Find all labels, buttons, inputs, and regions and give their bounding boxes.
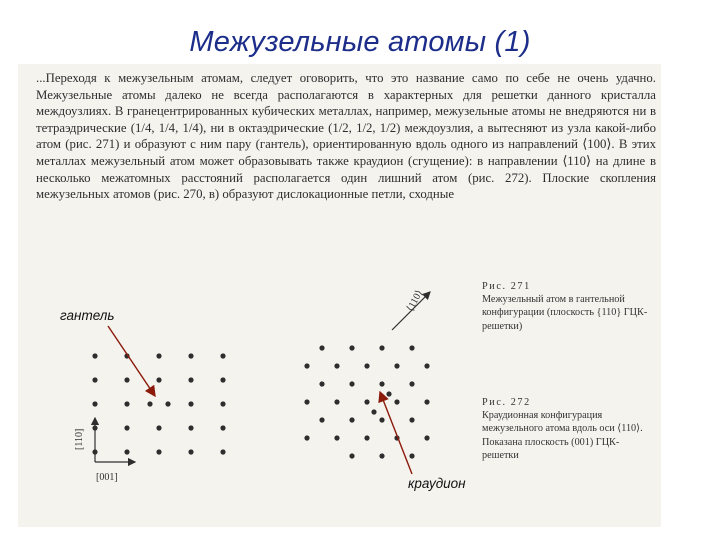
crowdion-lattice — [304, 288, 430, 458]
lattice-atom — [409, 345, 414, 350]
lattice-atom — [409, 453, 414, 458]
lattice-atom — [364, 435, 369, 440]
lattice-atom — [124, 377, 129, 382]
lattice-atom — [92, 401, 97, 406]
textbook-paragraph: ...Переходя к межузельным атомам, следует оговорить, что это название само по себе не очень удачно. Межузельные атомы далеко не всегда располагаются в характерных для решетки данного кристалла междоузлиях. В гранецентрированных кубических металлах, например, межузельные атомы не внедряются ни в тетраэдрические (1/4, 1/4, 1/4), ни в октаэдрические (1/2, 1/2, 1/2) междоузлия, а вытесняют из узла какой-либо атом (рис. 271) и образуют с ним пару (гантель), ориентированную вдоль одного из направлений ⟨100⟩. В этих металлах межузельный атом может образовывать также краудион (сгущение): в направлении ⟨110⟩ на длине в несколько межатомных расстояний располагается один лишний атом (рис. 272). Плоские скопления межузельных атомов (рис. 270, в) образуют дислокационные петли, сходные — [36, 71, 656, 202]
lattice-atom — [364, 399, 369, 404]
figure-271-caption — [482, 280, 654, 333]
lattice-atom — [304, 435, 309, 440]
lattice-atom — [319, 381, 324, 386]
lattice-atom — [220, 401, 225, 406]
figure-272-text: Краудионная конфигурация межузельного атома вдоль оси ⟨110⟩. Показана плоскость (001) ГЦК-решетки — [482, 410, 643, 461]
lattice-atom — [156, 449, 161, 454]
lattice-atom — [124, 449, 129, 454]
crowdion-atom — [386, 391, 391, 396]
lattice-atom — [349, 453, 354, 458]
lattice-atom — [409, 381, 414, 386]
figure-272-number: Рис. 272 — [482, 397, 531, 408]
lattice-atom — [334, 399, 339, 404]
lattice-atom — [334, 435, 339, 440]
lattice-atom — [304, 363, 309, 368]
lattice-atom — [349, 345, 354, 350]
dumbbell-atom — [147, 401, 152, 406]
figure-272-caption — [482, 396, 654, 462]
lattice-atom — [379, 417, 384, 422]
crowdion-label: краудион — [408, 476, 466, 491]
lattice-atom — [349, 417, 354, 422]
lattice-atom — [156, 353, 161, 358]
lattice-atom — [364, 363, 369, 368]
axis-label-110: [110] — [74, 428, 85, 450]
lattice-atom — [424, 363, 429, 368]
lattice-atom — [394, 399, 399, 404]
dumbbell-pointer-arrow — [108, 326, 155, 396]
lattice-atom — [424, 399, 429, 404]
lattice-atom — [124, 425, 129, 430]
figure-271-text: Межузельный атом в гантельной конфигурации (плоскость {110} ГЦК-решетки) — [482, 294, 648, 332]
lattice-atom — [188, 449, 193, 454]
lattice-atom — [188, 377, 193, 382]
dumbbell-atom — [165, 401, 170, 406]
axis-label-110-direction: ⟨110⟩ — [404, 288, 426, 314]
lattice-atom — [379, 381, 384, 386]
lattice-atom — [156, 425, 161, 430]
axis-label-001: [001] — [96, 472, 118, 483]
lattice-atom — [394, 363, 399, 368]
lattice-atom — [334, 363, 339, 368]
crowdion-atom — [371, 409, 376, 414]
lattice-atom — [220, 353, 225, 358]
lattice-atom — [124, 401, 129, 406]
figure-271-number: Рис. 271 — [482, 281, 531, 292]
lattice-atom — [92, 377, 97, 382]
lattice-atom — [424, 435, 429, 440]
lattice-atom — [220, 449, 225, 454]
lattice-atom — [220, 425, 225, 430]
dumbbell-label: гантель — [60, 308, 115, 323]
lattice-atom — [156, 377, 161, 382]
lattice-atom — [319, 345, 324, 350]
lattice-atom — [92, 353, 97, 358]
lattice-atom — [188, 353, 193, 358]
dumbbell-lattice — [74, 353, 226, 483]
lattice-atom — [188, 401, 193, 406]
lattice-atom — [349, 381, 354, 386]
slide-title: Межузельные атомы (1) — [189, 26, 531, 58]
lattice-atom — [409, 417, 414, 422]
lattice-atom — [188, 425, 193, 430]
lattice-atom — [304, 399, 309, 404]
lattice-atom — [220, 377, 225, 382]
lattice-atom — [319, 417, 324, 422]
lattice-atom — [379, 453, 384, 458]
lattice-atom — [379, 345, 384, 350]
